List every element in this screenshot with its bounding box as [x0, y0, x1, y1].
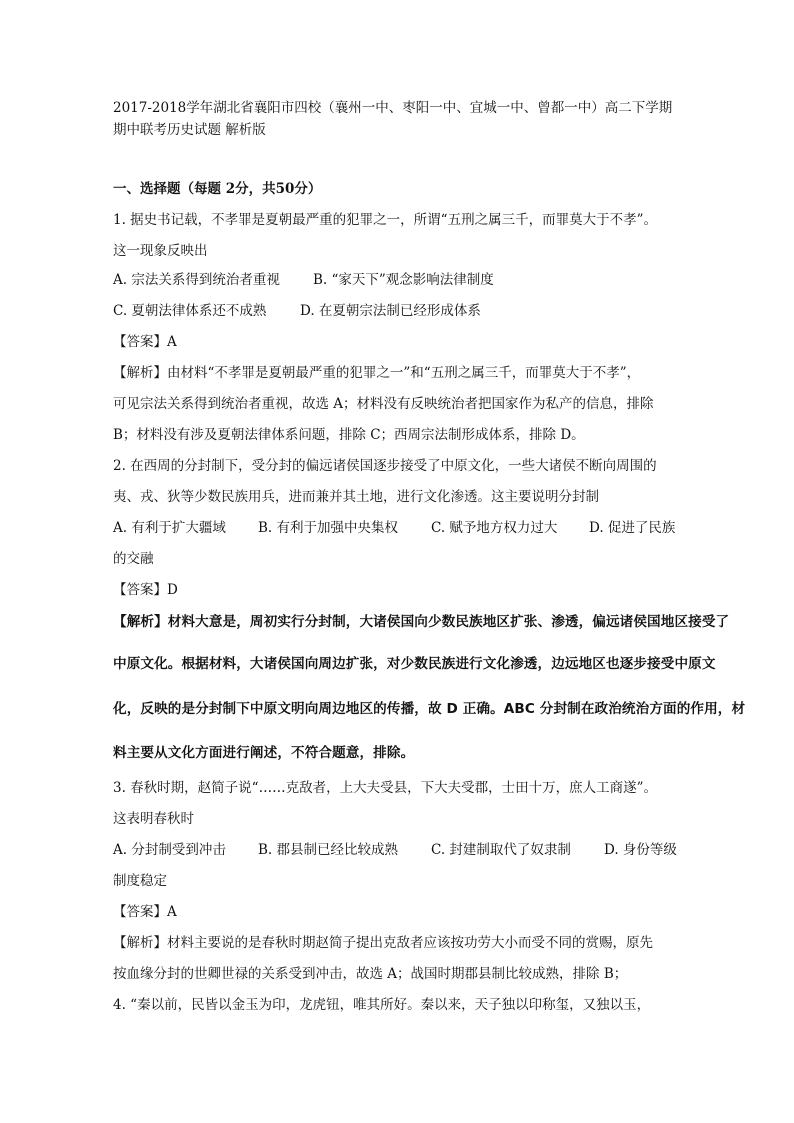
q2-option-d: D. 促进了民族 — [589, 520, 676, 536]
q2-option-a: A. 有利于扩大疆域 — [113, 520, 226, 536]
q2-answer: 【答案】D — [113, 582, 178, 598]
q1-option-a: A. 宗法关系得到统治者重视 — [113, 272, 280, 288]
q1-option-d: D. 在夏朝宗法制已经形成体系 — [300, 303, 481, 319]
q1-answer: 【答案】A — [113, 334, 177, 350]
q3-analysis-line-1: 【解析】材料主要说的是春秋时期赵简子提出克敌者应该按功劳大小而受不同的赏赐，原先 — [113, 935, 653, 951]
q1-stem-line-1: 1. 据史书记载，不孝罪是夏朝最严重的犯罪之一，所谓“五刑之属三千，而罪莫大于不孝”。 — [113, 212, 657, 228]
q1-stem-line-2: 这一现象反映出 — [113, 243, 208, 259]
q3-option-d: D. 身份等级 — [604, 842, 677, 858]
q1-options-row-1 — [113, 271, 494, 289]
q2-analysis-line-2: 中原文化。根据材料，大诸侯国向周边扩张，对少数民族进行文化渗透，边远地区也逐步接受中原文 — [113, 656, 716, 672]
q2-analysis-line-3: 化，反映的是分封制下中原文明向周边地区的传播，故 D 正确。ABC 分封制在政治统治方面的作用，材 — [113, 701, 746, 717]
document-title-line-2: 期中联考历史试题 解析版 — [113, 122, 266, 138]
q2-analysis-line-1: 【解析】材料大意是，周初实行分封制，大诸侯国向少数民族地区扩张、渗透，偏远诸侯国地区接受了 — [113, 614, 730, 630]
q2-option-d-continuation: 的交融 — [113, 551, 154, 567]
q3-answer: 【答案】A — [113, 904, 177, 920]
q1-options-row-2 — [113, 302, 481, 320]
q2-analysis-line-4: 料主要从文化方面进行阐述，不符合题意，排除。 — [113, 745, 415, 761]
q3-stem-line-2: 这表明春秋时 — [113, 811, 194, 827]
q2-stem-line-2: 夷、戎、狄等少数民族用兵，进而兼并其土地，进行文化渗透。这主要说明分封制 — [113, 489, 599, 505]
q2-option-c: C. 赋予地方权力过大 — [431, 520, 558, 536]
q1-analysis-line-1: 【解析】由材料“不孝罪是夏朝最严重的犯罪之一”和“五刑之属三千，而罪莫大于不孝”， — [113, 365, 641, 381]
q2-option-b: B. 有利于加强中央集权 — [258, 520, 399, 536]
section-heading: 一、选择题（每题 2分，共50分） — [113, 181, 322, 197]
document-title-line-1: 2017-2018学年湖北省襄阳市四校（襄州一中、枣阳一中、宜城一中、曾都一中）高二下学期 — [113, 100, 673, 116]
q2-stem-line-1: 2. 在西周的分封制下，受分封的偏远诸侯国逐步接受了中原文化，一些大诸侯不断向周围的 — [113, 458, 657, 474]
q3-option-d-continuation: 制度稳定 — [113, 873, 167, 889]
q4-stem-line-1: 4. “秦以前，民皆以金玉为印，龙虎钮，唯其所好。秦以来，天子独以印称玺，又独以玉， — [113, 997, 651, 1013]
q1-option-c: C. 夏朝法律体系还不成熟 — [113, 303, 267, 319]
q1-analysis-line-3: B；材料没有涉及夏朝法律体系问题，排除 C；西周宗法制形成体系，排除 D。 — [113, 427, 585, 443]
q3-option-a: A. 分封制受到冲击 — [113, 842, 226, 858]
q3-option-b: B. 郡县制已经比较成熟 — [258, 842, 399, 858]
q3-analysis-line-2: 按血缘分封的世卿世禄的关系受到冲击，故选 A；战国时期郡县制比较成熟，排除 B； — [113, 966, 628, 982]
q1-option-b: B. “家天下”观念影响法律制度 — [313, 272, 494, 288]
q3-options-row — [113, 841, 677, 859]
q3-option-c: C. 封建制取代了奴隶制 — [431, 842, 571, 858]
q3-stem-line-1: 3. 春秋时期，赵简子说“……克敌者，上大夫受县，下大夫受郡，士田十万，庶人工商遂”。 — [113, 780, 657, 796]
q2-options-row — [113, 519, 675, 537]
q1-analysis-line-2: 可见宗法关系得到统治者重视，故选 A；材料没有反映统治者把国家作为私产的信息，排除 — [113, 396, 654, 412]
